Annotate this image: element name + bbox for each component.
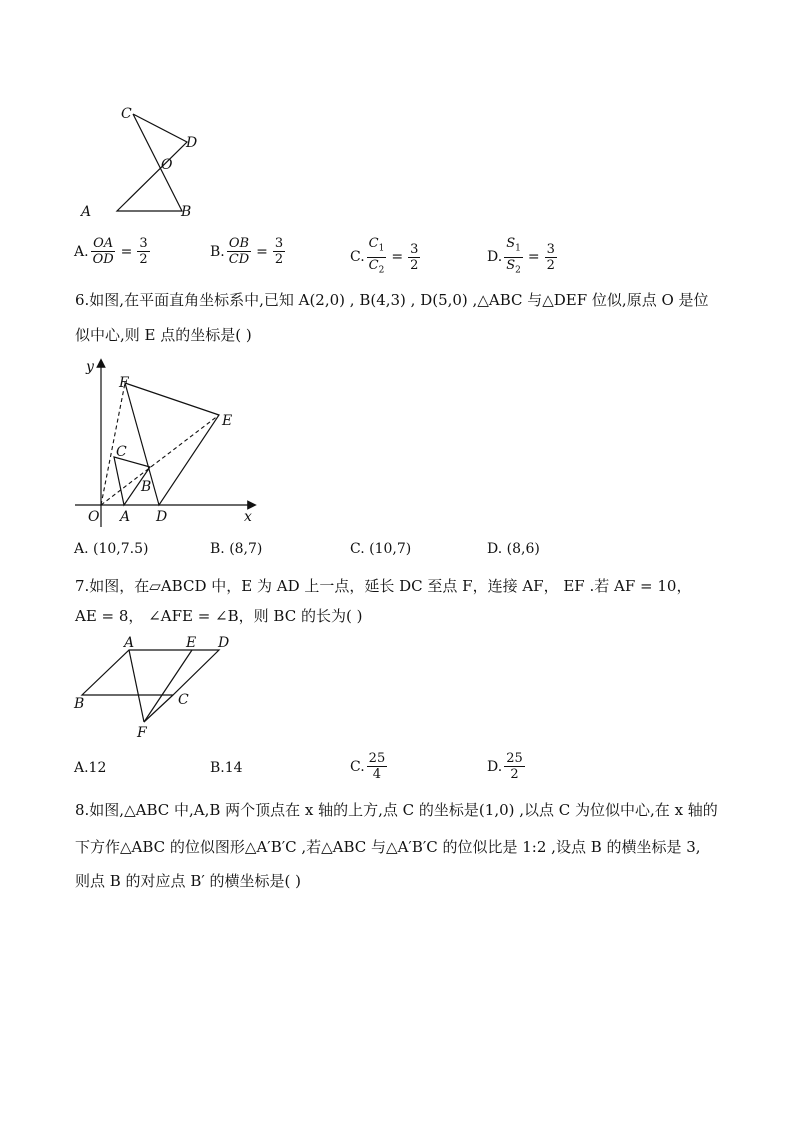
q7-c-num: 25 [368, 751, 386, 766]
fig6-label-c: C [116, 444, 127, 460]
q5-c-fden: 2 [410, 257, 419, 273]
q5-d-fnum: 3 [546, 241, 555, 257]
q5-option-c-prefix: C. [350, 249, 365, 266]
q5-a-den: OD [92, 252, 114, 267]
fig7-label-a: A [124, 635, 135, 651]
q6-text-line1: 6.如图,在平面直角坐标系中,已知 A(2,0) , B(4,3) , D(5,0) ,△ABC 与△DEF 位似,原点 O 是位 [75, 291, 709, 309]
fig6-label-a: A [120, 509, 131, 525]
q5-c-den-sub: 2 [378, 265, 385, 276]
q5-option-d-value [545, 242, 557, 273]
q5-c-num: C [368, 236, 379, 251]
q6-option-d[interactable]: D. (8,6) [487, 541, 540, 557]
q5-d-den-sub: 2 [515, 265, 521, 276]
q5-d-num-sub: 1 [515, 243, 521, 254]
q7-option-d[interactable] [487, 751, 527, 782]
q7-option-b[interactable]: B.14 [210, 760, 243, 776]
fig5-label-b: B [181, 204, 192, 220]
q5-option-a-fraction [91, 236, 116, 267]
q5-c-eq: = [391, 249, 404, 266]
q5-option-a-prefix: A. [74, 243, 89, 260]
q5-option-b-prefix: B. [210, 243, 225, 260]
q5-option-a[interactable] [74, 236, 152, 267]
q5-b-den: CD [228, 252, 250, 267]
fig6-label-y: y [86, 359, 94, 375]
q5-d-num: S [506, 236, 516, 251]
q8-text-line2: 下方作△ABC 的位似图形△A′B′C ,若△ABC 与△A′B′C 的位似比是 1:2 ,设点 B 的横坐标是 3, [75, 838, 701, 856]
q5-b-num: OB [228, 236, 250, 251]
q5-a-eq: = [120, 243, 133, 260]
fig7-label-c: C [178, 692, 189, 708]
q5-c-num-sub: 1 [378, 243, 385, 254]
fig5-label-d: D [186, 135, 198, 151]
q5-option-d[interactable] [487, 236, 559, 278]
fig6-label-d: D [156, 509, 168, 525]
fig7-label-f: F [137, 725, 147, 741]
fig7-label-e: E [186, 635, 197, 651]
q7-option-c-fraction [367, 751, 388, 782]
q6-option-a[interactable]: A. (10,7.5) [74, 541, 149, 557]
fig6-triangle-def [125, 383, 219, 505]
q5-option-c-value [408, 242, 420, 273]
figure-q5-lines [117, 114, 187, 211]
q7-d-den: 2 [510, 767, 519, 782]
q5-c-den: C [368, 257, 379, 273]
q7-option-c[interactable] [350, 751, 389, 782]
q5-d-fden: 2 [546, 257, 555, 273]
q5-option-b-value [273, 236, 285, 267]
q7-option-a[interactable]: A.12 [74, 760, 107, 776]
fig7-label-d: D [218, 635, 230, 651]
fig7-line-af [129, 650, 144, 722]
q5-option-b-fraction [227, 236, 251, 267]
fig7-parallelogram [82, 650, 219, 695]
fig6-label-f: F [119, 375, 129, 391]
fig6-label-e: E [222, 413, 233, 429]
q7-d-num: 25 [506, 751, 523, 766]
q8-text-line1: 8.如图,△ABC 中,A,B 两个顶点在 x 轴的上方,点 C 的坐标是(1,0) ,以点 C 为位似中心,在 x 轴的 [75, 801, 718, 819]
q6-option-b[interactable]: B. (8,7) [210, 541, 263, 557]
fig6-dash-oe [101, 415, 219, 505]
q7-text-line1: 7.如图，在▱ABCD 中，E 为 AD 上一点，延长 DC 至点 F，连接 AF， EF .若 AF = 10， [75, 577, 692, 595]
fig7-line-ef [144, 650, 192, 722]
fig7-line-cf [144, 695, 173, 722]
q7-option-d-fraction [504, 751, 525, 782]
q5-option-d-prefix: D. [487, 249, 503, 266]
q7-c-den: 4 [372, 767, 382, 782]
q7-option-d-prefix: D. [487, 758, 503, 775]
q5-option-d-fraction [504, 236, 523, 278]
q5-d-eq: = [527, 249, 540, 266]
fig6-label-x: x [244, 509, 252, 525]
q6-option-c[interactable]: C. (10,7) [350, 541, 412, 557]
fig7-label-b: B [74, 696, 85, 712]
q5-b-eq: = [256, 243, 268, 260]
fig6-label-b: B [141, 479, 152, 495]
q7-option-c-prefix: C. [350, 758, 365, 775]
q5-b-fden: 2 [274, 252, 284, 267]
q7-text-line2: AE = 8， ∠AFE = ∠B，则 BC 的长为( ) [75, 607, 363, 625]
q5-b-fnum: 3 [274, 236, 284, 251]
q5-a-num: OA [93, 236, 114, 251]
q5-option-b[interactable] [210, 236, 287, 267]
q8-text-line3: 则点 B 的对应点 B′ 的横坐标是( ) [75, 872, 301, 890]
q5-a-fnum: 3 [139, 236, 148, 251]
q5-c-fnum: 3 [410, 241, 419, 257]
figure-q7 [72, 632, 242, 742]
fig6-label-o: O [88, 509, 100, 525]
fig5-label-c: C [121, 106, 132, 122]
q6-text-line2: 似中心,则 E 点的坐标是( ) [75, 326, 252, 344]
figure-q5 [75, 100, 215, 225]
q5-option-a-value [137, 236, 149, 267]
fig5-label-o: O [161, 157, 173, 173]
figure-q6 [72, 355, 262, 530]
q5-option-c-fraction [367, 236, 387, 278]
q5-a-fden: 2 [139, 252, 148, 267]
q5-d-den: S [506, 257, 516, 273]
fig5-label-a: A [81, 204, 92, 220]
q5-option-c[interactable] [350, 236, 422, 278]
